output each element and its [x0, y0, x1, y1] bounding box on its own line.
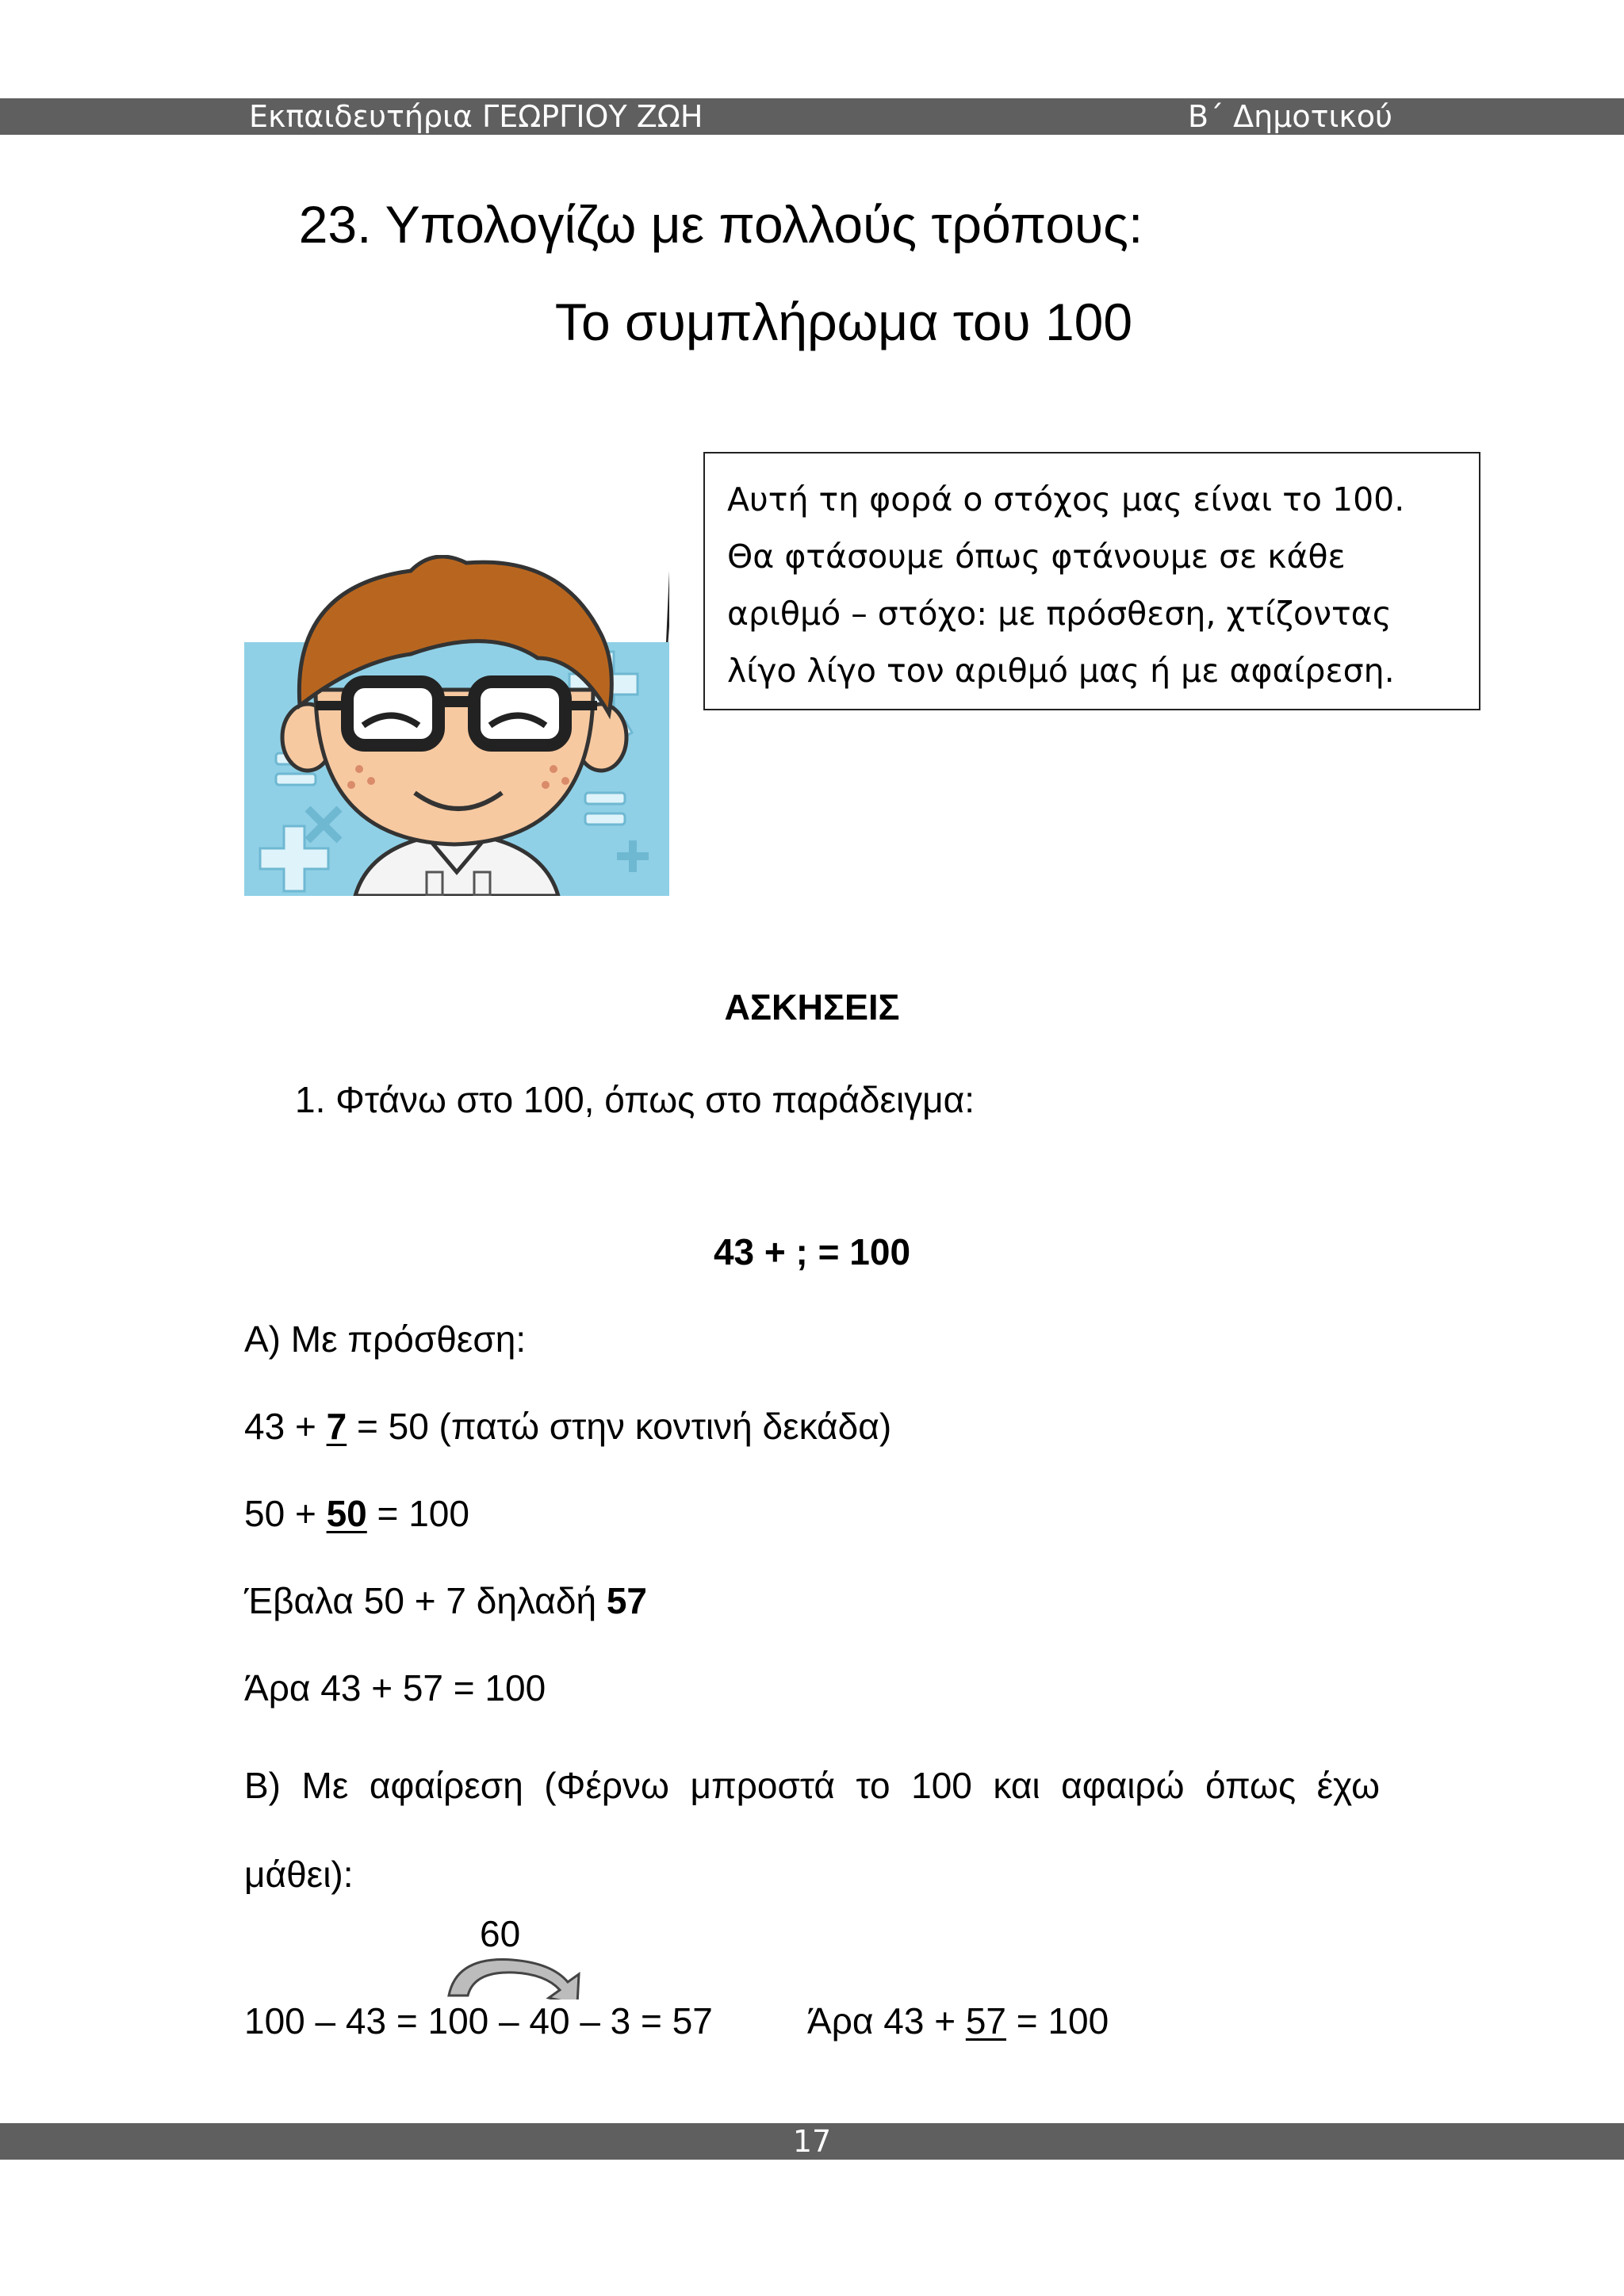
method-a-label: Α) Με πρόσθεση:	[244, 1318, 527, 1360]
addition-conclusion: Άρα 43 + 57 = 100	[244, 1667, 546, 1709]
subtraction-conclusion	[807, 1999, 1109, 2042]
step-text: 50 +	[244, 1493, 327, 1534]
subtraction-line: 100 – 43 = 100 – 40 – 3 = 57	[244, 2000, 713, 2042]
page-subtitle: Το συμπλήρωμα του 100	[554, 293, 1133, 351]
curved-arrow-icon	[441, 1952, 599, 1999]
boy-illustration	[244, 555, 669, 896]
header-grade: Β΄ Δημοτικού	[1188, 99, 1393, 134]
arrow-label: 60	[480, 1913, 521, 1954]
step-text: 43 +	[244, 1406, 327, 1447]
step-number: 7	[326, 1406, 347, 1447]
addition-summary	[244, 1579, 647, 1622]
exercises-heading: ΑΣΚΗΣΕΙΣ	[724, 987, 900, 1027]
speech-line: αριθμό – στόχο: με πρόσθεση, χτίζοντας	[727, 595, 1392, 633]
method-b-paragraph: Β) Με αφαίρεση (Φέρνω μπροστά το 100 και αφαιρώ όπως έχω μάθει):	[244, 1765, 1380, 1895]
step-text: Έβαλα 50 + 7 δηλαδή	[244, 1580, 607, 1621]
speech-line: λίγο λίγο τον αριθμό μας ή με αφαίρεση.	[727, 652, 1395, 690]
step-number: 50	[326, 1493, 367, 1534]
target-equation: 43 + ; = 100	[713, 1231, 911, 1272]
step-number: 57	[606, 1580, 647, 1621]
page-number: 17	[792, 2124, 832, 2159]
page-title: 23. Υπολογίζω με πολλούς τρόπους:	[298, 195, 1143, 254]
speech-line: Θα φτάσουμε όπως φτάνουμε σε κάθε	[727, 538, 1346, 576]
addition-step-2	[244, 1492, 469, 1535]
step-text: Άρα 43 +	[807, 2000, 966, 2042]
footer-band	[0, 2123, 1624, 2160]
header-band	[0, 98, 1624, 135]
step-text: = 50 (πατώ στην κοντινή δεκάδα)	[347, 1406, 892, 1447]
step-text: = 100	[366, 1493, 469, 1534]
step-text: = 100	[1006, 2000, 1109, 2042]
speech-line: Αυτή τη φορά ο στόχος μας είναι το 100.	[727, 480, 1405, 519]
header-school: Εκπαιδευτήρια ΓΕΩΡΓΙΟΥ ΖΩΗ	[249, 99, 703, 134]
speech-bubble	[703, 452, 1480, 710]
addition-step-1	[244, 1405, 891, 1448]
exercise-1-instruction: 1. Φτάνω στο 100, όπως στο παράδειγμα:	[295, 1079, 975, 1120]
step-number: 57	[965, 2000, 1007, 2042]
